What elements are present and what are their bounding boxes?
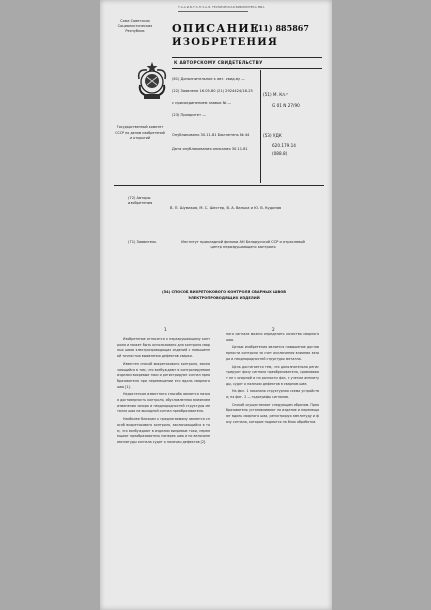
field-publication-date: Дата опубликования описания 30.11.81 bbox=[172, 147, 248, 151]
paragraph: Наиболее близким к предлагаемому является способ вихретокового контроля, заключающийся в том, что возбуждают в изделии вихревые токи, перемещают преобразователь поперек шва и по величине амплитуды сигнала судят о наличии дефектов [2]. bbox=[117, 417, 210, 444]
paragraph: Способ осуществляют следующим образом. Преобразователь устанавливают на изделие и перемещают вдоль сварного шва, регистрируя амплитуду и фазу сигнала, которые подаются на блок обработки. bbox=[226, 402, 319, 424]
invention-title: (54) СПОСОБ ВИХРЕТОКОВОГО КОНТРОЛЯ СВАРНЫХ ШВОВ ЭЛЕКТРОПРОВОДЯЩИХ ИЗДЕЛИЙ bbox=[161, 290, 287, 300]
document-title: ОПИСАНИЕ bbox=[172, 22, 260, 35]
field-application-date: (22) Заявлено 16.05.80 (21) 2924424/18-25 bbox=[172, 89, 253, 93]
authors-label: (72) Авторы изобретения bbox=[128, 196, 153, 205]
paragraph: Изобретение относится к неразрушающему контролю и может быть использовано для контроля сварных швов электропроводящих изделий с повышенной точностью выявления дефектов сварки. bbox=[117, 337, 211, 359]
field-published: Опубликовано 30.11.81 Бюллетень № 44 bbox=[172, 133, 250, 137]
body-column-1 bbox=[117, 337, 210, 446]
paragraph: Цель достигается тем, что дополнительно регистрируют фазу сигнала преобразователя, сравнивают ее с опорной и по разности фаз, с учетом амплитуды, судят о наличии дефектов в сварном шве. bbox=[226, 364, 319, 386]
paragraph: Целью изобретения является повышение достоверности контроля за счет исключения влияния зазора и неоднородностей структуры металла. bbox=[226, 345, 319, 361]
field-additional: (61) Дополнительное к авт. свид-ву — bbox=[172, 77, 245, 81]
field-priority: (23) Приоритет — bbox=[172, 113, 206, 117]
authors-value: В. П. Шумаков, М. С. Шестер, В. А. Ванька и Ю. В. Кудинов bbox=[170, 206, 282, 210]
document-title-2: ИЗОБРЕТЕНИЯ bbox=[172, 37, 279, 48]
paragraph: На фиг. 1 показана структурная схема устройства; на фиг. 2 — годографы сигналов. bbox=[226, 389, 319, 400]
committee-name: Государственный комитет СССР по делам изобретений и открытий bbox=[115, 125, 165, 141]
paragraph: Недостатком известного способа является низкая достоверность контроля, обусловленная влиянием изменения зазора и неоднородностей структуры металла шва на выходной сигнал преобразователя. bbox=[117, 392, 210, 414]
header-rule-bottom bbox=[172, 68, 322, 69]
paragraph: ного сигнала можно определить качество сварного шва. bbox=[226, 332, 319, 342]
udc-value: 620.179.14 bbox=[272, 143, 296, 148]
udc-code: (088.8) bbox=[272, 151, 288, 156]
bibliographic-rule bbox=[114, 185, 324, 186]
applicant-label: (71) Заявитель bbox=[128, 240, 157, 244]
body-column-2 bbox=[226, 332, 319, 426]
classification-label: (51) М. Кл.³ bbox=[263, 92, 288, 97]
classification-value: G 01 N 27/90 bbox=[272, 103, 300, 108]
field-joined-application: с присоединением заявки № — bbox=[172, 101, 232, 105]
library-stamp: Т.А.А.И.Б.Т.С.Н.Ч.А.Я. ТЕХНИЧЕСКАЯ БИБЛИОТЕКА МБА bbox=[178, 5, 265, 9]
header-rule-top bbox=[172, 57, 322, 58]
document-page bbox=[100, 0, 332, 610]
classification-divider bbox=[260, 70, 261, 183]
applicant-value: Институт прикладной физики АН Белорусской ССР и отраслевой центр неразрушающего контроля bbox=[181, 240, 305, 249]
column-number-2: 2 bbox=[272, 327, 275, 332]
column-number-1: 1 bbox=[164, 327, 167, 332]
stamp-underline bbox=[178, 11, 248, 12]
paragraph: Известен способ вихретокового контроля, заключающийся в том, что возбуждают в контролируемом изделии вихревые токи и регистрируют сигнал преобразователя при перемещении его вдоль сварного шва [1]. bbox=[117, 361, 210, 389]
state-name: Союз Советских Социалистических Республик bbox=[117, 19, 153, 33]
document-subtitle: К АВТОРСКОМУ СВИДЕТЕЛЬСТВУ bbox=[174, 60, 263, 65]
state-emblem-icon bbox=[135, 61, 169, 101]
patent-number: (11) 885867 bbox=[254, 23, 309, 33]
udc-label: (53) УДК bbox=[263, 133, 282, 138]
